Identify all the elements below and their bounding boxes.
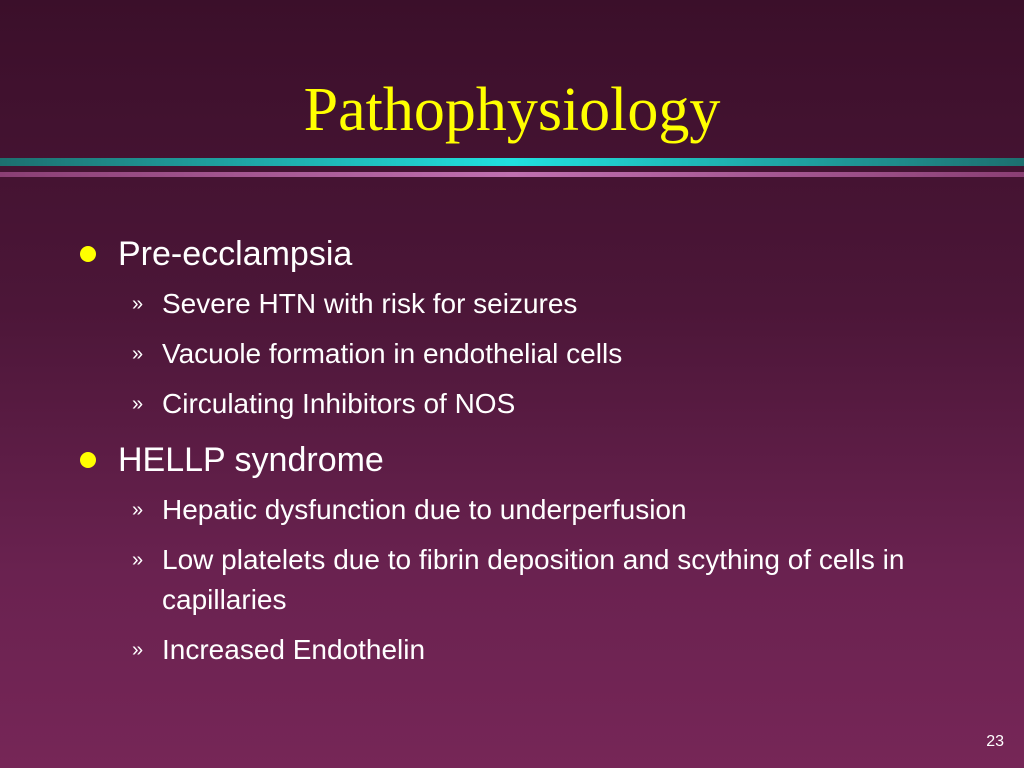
sub-item-text: Vacuole formation in endothelial cells [162,338,623,369]
bullet-item [80,232,352,276]
sub-item [132,540,942,620]
sub-item [132,490,942,530]
sub-bullet-marker: » [132,293,144,315]
sub-bullet-marker: » [132,499,144,521]
bullet-text: Pre-ecclampsia [118,235,353,273]
sub-item [132,334,942,374]
sub-item-text: Increased Endothelin [162,634,426,665]
sub-item [132,284,942,324]
sub-item [132,630,942,670]
sub-item-text: Hepatic dysfunction due to underperfusion [162,494,687,525]
sub-bullet-marker: » [132,549,144,571]
bullet-dot-icon [80,246,96,262]
bullet-text: HELLP syndrome [118,441,384,479]
sub-bullet-marker: » [132,343,144,365]
bullet-item [80,438,384,482]
page-number: 23 [986,733,1004,750]
sub-bullet-marker: » [132,393,144,415]
sub-item-text: Low platelets due to fibrin deposition and scything of cells in capillaries [162,544,905,615]
bullet-dot-icon [80,452,96,468]
sub-item-text: Circulating Inhibitors of NOS [162,388,516,419]
slide-title: Pathophysiology [303,76,721,144]
sub-bullet-marker: » [132,639,144,661]
title-divider-pink [0,172,1024,177]
sub-item-text: Severe HTN with risk for seizures [162,288,578,319]
title-divider-teal [0,158,1024,166]
sub-item [132,384,942,424]
